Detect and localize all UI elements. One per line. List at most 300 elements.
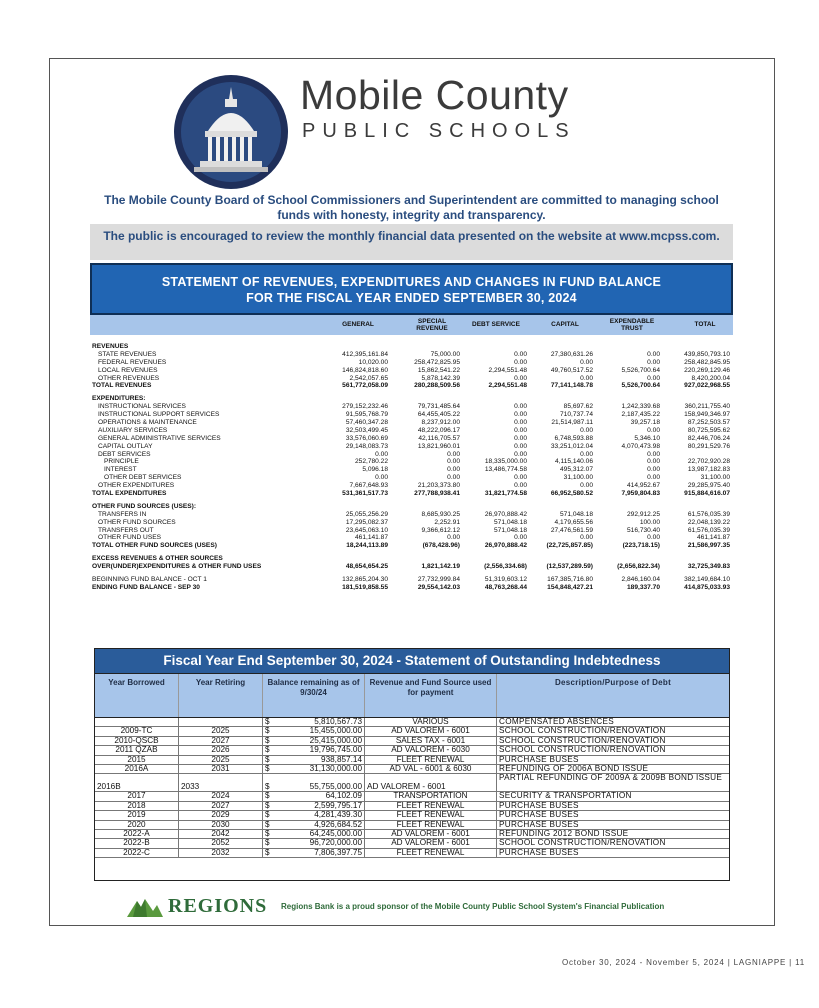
row-value: 280,288,509.56 bbox=[414, 382, 460, 390]
row-value: 29,554,142.03 bbox=[417, 583, 460, 591]
statement-column-headers bbox=[90, 315, 733, 335]
row-value: 561,772,058.09 bbox=[342, 382, 388, 390]
row-label: INTEREST bbox=[104, 466, 137, 474]
row-value: 0.00 bbox=[514, 450, 527, 458]
debt-column-header: Year Retiring bbox=[179, 674, 263, 717]
debt-cell-retiring: 2025 bbox=[179, 727, 263, 735]
statement-row bbox=[90, 490, 733, 498]
currency-symbol: $ bbox=[265, 764, 270, 774]
row-value: 571,048.18 bbox=[493, 518, 527, 526]
row-value: 495,312.07 bbox=[559, 466, 593, 474]
currency-symbol: $ bbox=[265, 754, 270, 764]
row-value: 0.00 bbox=[514, 350, 527, 358]
balance-amount: 5,810,567.73 bbox=[314, 717, 362, 726]
statement-header bbox=[90, 263, 733, 315]
row-value: 5,346.10 bbox=[634, 434, 660, 442]
balance-amount: 64,102.09 bbox=[325, 791, 362, 801]
row-value: 5,096.18 bbox=[362, 466, 388, 474]
row-value: 18,244,113.89 bbox=[346, 542, 388, 550]
debt-cell-borrowed: 2022-A bbox=[95, 830, 179, 838]
debt-cell-borrowed: 2020 bbox=[95, 821, 179, 829]
debt-column-header: Balance remaining as of 9/30/24 bbox=[263, 674, 365, 717]
row-label: OTHER FUND USES bbox=[98, 534, 162, 542]
balance-amount: 4,281,439.30 bbox=[314, 810, 362, 820]
row-value: 360,211,755.40 bbox=[684, 403, 730, 411]
debt-cell-balance bbox=[263, 718, 365, 726]
row-label: ENDING FUND BALANCE - SEP 30 bbox=[92, 583, 200, 591]
row-label: EXPENDITURES: bbox=[92, 395, 146, 403]
debt-cell-source: FLEET RENEWAL bbox=[365, 849, 497, 857]
row-label: OTHER DEBT SERVICES bbox=[104, 474, 182, 482]
debt-cell-source: AD VALOREM - 6001 bbox=[365, 727, 497, 735]
row-value: 0.00 bbox=[647, 426, 660, 434]
balance-amount: 938,857.14 bbox=[321, 754, 362, 764]
row-value: 0.00 bbox=[447, 450, 460, 458]
currency-symbol: $ bbox=[265, 838, 270, 848]
row-value: 531,361,517.73 bbox=[342, 490, 388, 498]
row-value: 571,048.18 bbox=[559, 510, 593, 518]
debt-cell-source: AD VALOREM - 6001 bbox=[365, 774, 497, 791]
row-value: 0.00 bbox=[514, 474, 527, 482]
statement-row bbox=[90, 451, 733, 459]
statement-row bbox=[90, 375, 733, 383]
row-value: 26,970,888.42 bbox=[484, 510, 527, 518]
debt-cell-retiring: 2031 bbox=[179, 765, 263, 773]
row-label: INSTRUCTIONAL SERVICES bbox=[98, 403, 186, 411]
row-value: 80,725,595.62 bbox=[687, 426, 730, 434]
row-value: 0.00 bbox=[375, 474, 388, 482]
currency-symbol: $ bbox=[265, 791, 270, 801]
statement-row bbox=[90, 367, 733, 375]
row-value: 49,760,517.52 bbox=[550, 366, 593, 374]
row-value: 61,576,035.39 bbox=[687, 510, 730, 518]
capitol-dome-logo-icon bbox=[172, 73, 290, 191]
row-value: 15,862,541.22 bbox=[417, 366, 460, 374]
debt-cell-purpose: PURCHASE BUSES bbox=[499, 754, 579, 764]
row-value: 13,486,774.58 bbox=[484, 466, 527, 474]
sponsor-text: Regions Bank is a proud sponsor of the Mobile County Public School System's Financial Publication bbox=[281, 902, 665, 911]
statement-row bbox=[90, 527, 733, 535]
debt-cell-purpose: PURCHASE BUSES bbox=[499, 800, 579, 810]
row-value: 42,116,705.57 bbox=[418, 434, 460, 442]
row-value: 0.00 bbox=[580, 358, 593, 366]
statement-row bbox=[90, 419, 733, 427]
row-value: 100.00 bbox=[639, 518, 660, 526]
row-value: 220,269,129.46 bbox=[684, 366, 730, 374]
debt-cell-retiring bbox=[179, 718, 263, 726]
row-value: 0.00 bbox=[447, 466, 460, 474]
debt-cell-balance bbox=[263, 839, 365, 847]
row-value: 0.00 bbox=[514, 358, 527, 366]
row-label: DEBT SERVICES bbox=[98, 450, 151, 458]
debt-cell-borrowed: 2016B bbox=[95, 774, 179, 791]
debt-cell-source: SALES TAX - 6001 bbox=[365, 737, 497, 745]
row-value: 80,291,529.76 bbox=[687, 442, 730, 450]
statement-row bbox=[90, 466, 733, 474]
row-label: TRANSFERS IN bbox=[98, 510, 147, 518]
statement-row bbox=[90, 403, 733, 411]
row-value: 39,257.18 bbox=[630, 419, 660, 427]
row-value: 277,788,938.41 bbox=[414, 490, 460, 498]
debt-column-header: Revenue and Fund Source used for payment bbox=[365, 674, 497, 717]
row-label: EXCESS REVENUES & OTHER SOURCES bbox=[92, 555, 223, 563]
statement-row bbox=[90, 443, 733, 451]
statement-row bbox=[90, 435, 733, 443]
statement-row bbox=[90, 482, 733, 490]
row-value: 461,141.87 bbox=[354, 534, 388, 542]
balance-amount: 15,455,000.00 bbox=[309, 726, 362, 736]
debt-cell-balance bbox=[263, 802, 365, 810]
row-value: 258,472,825.95 bbox=[414, 358, 460, 366]
debt-cell-borrowed: 2010-QSCB bbox=[95, 737, 179, 745]
debt-cell-borrowed: 2019 bbox=[95, 811, 179, 819]
debt-cell-source: FLEET RENEWAL bbox=[365, 821, 497, 829]
debt-cell-source: AD VALOREM - 6030 bbox=[365, 746, 497, 754]
row-value: 0.00 bbox=[514, 434, 527, 442]
sponsor-bank-name: REGIONS bbox=[168, 895, 268, 917]
row-value: 915,884,616.07 bbox=[684, 490, 730, 498]
debt-cell-balance bbox=[263, 746, 365, 754]
statement-row bbox=[90, 343, 733, 351]
row-label: AUXILIARY SERVICES bbox=[98, 426, 168, 434]
row-value: 571,048.18 bbox=[493, 526, 527, 534]
debt-cell-source: FLEET RENEWAL bbox=[365, 756, 497, 764]
statement-row bbox=[90, 395, 733, 403]
balance-amount: 25,415,000.00 bbox=[309, 735, 362, 745]
row-value: 927,022,968.55 bbox=[684, 382, 730, 390]
debt-cell-balance bbox=[263, 774, 365, 791]
debt-cell-borrowed: 2009-TC bbox=[95, 727, 179, 735]
debt-cell-retiring: 2025 bbox=[179, 756, 263, 764]
debt-cell-borrowed: 2015 bbox=[95, 756, 179, 764]
row-value: 22,702,920.28 bbox=[687, 458, 730, 466]
column-header: GENERAL bbox=[342, 321, 374, 329]
row-value: 18,335,000.00 bbox=[484, 458, 527, 466]
commitment-statement: The Mobile County Board of School Commissioners and Superintendent are committed to managing school funds with honesty, integrity and transparency. bbox=[104, 193, 719, 222]
debt-cell-retiring: 2042 bbox=[179, 830, 263, 838]
currency-symbol: $ bbox=[265, 745, 270, 755]
row-value: 32,503,499.45 bbox=[345, 426, 388, 434]
debt-cell-balance bbox=[263, 765, 365, 773]
debt-cell-balance bbox=[263, 811, 365, 819]
row-value: 1,821,142.19 bbox=[421, 563, 460, 571]
row-value: 21,203,373.80 bbox=[417, 482, 460, 490]
debt-cell-retiring: 2033 bbox=[179, 774, 263, 791]
row-value: 0.00 bbox=[580, 374, 593, 382]
row-value: 4,115,140.06 bbox=[554, 458, 593, 466]
row-value: 0.00 bbox=[447, 474, 460, 482]
row-value: 0.00 bbox=[514, 411, 527, 419]
column-header: SPECIAL REVENUE bbox=[416, 317, 448, 332]
row-value: 6,748,593.88 bbox=[554, 434, 593, 442]
brand-title: Mobile County bbox=[300, 72, 569, 118]
statement-row bbox=[90, 555, 733, 563]
row-value: 82,446,706.24 bbox=[687, 434, 730, 442]
row-value: 0.00 bbox=[647, 450, 660, 458]
debt-cell-purpose: SECURITY & TRANSPORTATION bbox=[499, 791, 632, 801]
brand-subtitle: PUBLIC SCHOOLS bbox=[302, 120, 576, 142]
row-value: 2,846,160.04 bbox=[621, 576, 660, 584]
row-value: 382,149,684.10 bbox=[684, 576, 730, 584]
public-notice: The public is encouraged to review the monthly financial data presented on the website at www.mcpss.com. bbox=[90, 224, 733, 260]
row-label: STATE REVENUES bbox=[98, 350, 157, 358]
balance-amount: 2,599,795.17 bbox=[314, 800, 362, 810]
regions-logo-icon bbox=[125, 895, 163, 917]
statement-title-line2: FOR THE FISCAL YEAR ENDED SEPTEMBER 30, 2024 bbox=[246, 291, 577, 305]
row-value: 2,294,551.48 bbox=[488, 382, 527, 390]
row-label: REVENUES bbox=[92, 343, 129, 350]
currency-symbol: $ bbox=[265, 847, 270, 857]
debt-cell-retiring: 2030 bbox=[179, 821, 263, 829]
row-value: 33,576,060.69 bbox=[345, 434, 388, 442]
row-value: 154,848,427.21 bbox=[547, 583, 593, 591]
debt-cell-borrowed: 2017 bbox=[95, 792, 179, 800]
row-value: 2,252.91 bbox=[434, 518, 460, 526]
row-value: 279,152,232.46 bbox=[342, 403, 388, 411]
row-value: 292,912.25 bbox=[626, 510, 660, 518]
currency-symbol: $ bbox=[265, 782, 270, 792]
row-value: 0.00 bbox=[647, 534, 660, 542]
row-value: 2,294,551.48 bbox=[488, 366, 527, 374]
debt-cell-purpose: PARTIAL REFUNDING OF 2009A & 2009B BOND ISSUE bbox=[499, 773, 723, 783]
debt-cell-source: AD VALOREM - 6001 bbox=[365, 839, 497, 847]
debt-cell-retiring: 2026 bbox=[179, 746, 263, 754]
row-value: 79,731,485.64 bbox=[417, 403, 460, 411]
row-value: 51,319,603.12 bbox=[484, 576, 527, 584]
row-value: 22,048,139.22 bbox=[687, 518, 730, 526]
column-header: TOTAL bbox=[694, 321, 716, 329]
debt-cell-balance bbox=[263, 737, 365, 745]
row-value: 0.00 bbox=[514, 419, 527, 427]
row-value: 710,737.74 bbox=[559, 411, 593, 419]
row-value: 21,514,987.11 bbox=[551, 419, 593, 427]
currency-symbol: $ bbox=[265, 819, 270, 829]
statement-row bbox=[90, 563, 733, 571]
currency-symbol: $ bbox=[265, 829, 270, 839]
row-value: 8,685,930.25 bbox=[421, 510, 460, 518]
currency-symbol: $ bbox=[265, 726, 270, 736]
statement-row bbox=[90, 427, 733, 435]
row-value: 5,878,142.39 bbox=[421, 374, 460, 382]
row-value: 439,850,793.10 bbox=[684, 350, 730, 358]
row-value: (2,656,822.34) bbox=[617, 563, 660, 571]
debt-cell-purpose: PURCHASE BUSES bbox=[499, 847, 579, 857]
column-header: CAPITAL bbox=[551, 321, 579, 329]
debt-cell-borrowed: 2018 bbox=[95, 802, 179, 810]
row-value: 77,141,148.78 bbox=[550, 382, 593, 390]
debt-cell-source: AD VAL - 6001 & 6030 bbox=[365, 765, 497, 773]
row-label: OTHER FUND SOURCES (USES): bbox=[92, 502, 197, 510]
row-value: 25,055,256.29 bbox=[345, 510, 388, 518]
row-value: (678,428.96) bbox=[422, 542, 460, 550]
row-value: 7,959,804.83 bbox=[621, 490, 660, 498]
row-value: 17,295,082.37 bbox=[345, 518, 388, 526]
row-value: 2,187,435.22 bbox=[621, 411, 660, 419]
row-value: 258,482,845.95 bbox=[684, 358, 730, 366]
debt-cell-purpose: SCHOOL CONSTRUCTION/RENOVATION bbox=[499, 726, 666, 736]
debt-cell-balance bbox=[263, 756, 365, 764]
sponsor-banner bbox=[125, 895, 745, 919]
currency-symbol: $ bbox=[265, 800, 270, 810]
row-value: (12,537,289.59) bbox=[546, 563, 593, 571]
row-value: 0.00 bbox=[375, 450, 388, 458]
statement-row bbox=[90, 474, 733, 482]
debt-column-header: Description/Purpose of Debt bbox=[554, 678, 672, 687]
debt-cell-retiring: 2027 bbox=[179, 737, 263, 745]
row-value: 26,970,888.42 bbox=[484, 542, 527, 550]
row-value: 7,667,648.93 bbox=[349, 482, 388, 490]
debt-cell-source: FLEET RENEWAL bbox=[365, 811, 497, 819]
row-value: 31,821,774.58 bbox=[484, 490, 527, 498]
debt-cell-retiring: 2032 bbox=[179, 849, 263, 857]
statement-row bbox=[90, 542, 733, 550]
row-value: 461,141.87 bbox=[696, 534, 730, 542]
row-value: 2,542,057.65 bbox=[349, 374, 388, 382]
row-label: PRINCIPLE bbox=[104, 458, 139, 466]
row-value: 75,000.00 bbox=[430, 350, 460, 358]
debt-cell-borrowed: 2022-B bbox=[95, 839, 179, 847]
statement-row bbox=[90, 576, 733, 584]
row-value: 27,476,561.59 bbox=[550, 526, 593, 534]
row-value: (2,556,334.68) bbox=[484, 563, 527, 571]
statement-row bbox=[90, 519, 733, 527]
debt-cell-borrowed: 2011 QZAB bbox=[95, 746, 179, 754]
row-value: 31,100.00 bbox=[563, 474, 593, 482]
debt-cell-purpose: PURCHASE BUSES bbox=[499, 819, 579, 829]
row-value: 1,242,339.68 bbox=[621, 403, 660, 411]
debt-cell-source: VARIOUS bbox=[365, 718, 497, 726]
debt-column-header: Year Borrowed bbox=[95, 674, 179, 717]
row-value: 0.00 bbox=[514, 403, 527, 411]
debt-cell-purpose: SCHOOL CONSTRUCTION/RENOVATION bbox=[499, 735, 666, 745]
currency-symbol: $ bbox=[265, 735, 270, 745]
debt-row bbox=[95, 774, 729, 792]
debt-row bbox=[95, 849, 729, 858]
row-value: (22,725,857.85) bbox=[546, 542, 593, 550]
row-value: 0.00 bbox=[580, 534, 593, 542]
row-value: 0.00 bbox=[514, 482, 527, 490]
row-value: 0.00 bbox=[647, 458, 660, 466]
row-value: 167,385,716.80 bbox=[547, 576, 593, 584]
debt-cell-source: AD VALOREM - 6001 bbox=[365, 830, 497, 838]
balance-amount: 7,806,397.75 bbox=[314, 847, 362, 857]
row-value: 0.00 bbox=[580, 426, 593, 434]
statement-row bbox=[90, 511, 733, 519]
row-value: 0.00 bbox=[647, 474, 660, 482]
row-value: 0.00 bbox=[447, 458, 460, 466]
row-value: 5,526,700.64 bbox=[621, 366, 660, 374]
debt-cell-balance bbox=[263, 830, 365, 838]
statement-row bbox=[90, 534, 733, 542]
row-value: 27,380,631.26 bbox=[550, 350, 593, 358]
row-label: TRANSFERS OUT bbox=[98, 526, 154, 534]
statement-row bbox=[90, 351, 733, 359]
column-header: DEBT SERVICE bbox=[472, 321, 520, 329]
row-value: 85,697.62 bbox=[563, 403, 593, 411]
indebtedness-title: Fiscal Year End September 30, 2024 - Statement of Outstanding Indebtedness bbox=[95, 649, 729, 673]
row-value: 0.00 bbox=[514, 442, 527, 450]
row-value: 4,070,473.98 bbox=[621, 442, 660, 450]
row-value: 33,251,012.04 bbox=[550, 442, 593, 450]
row-value: 0.00 bbox=[514, 426, 527, 434]
row-value: 4,179,655.56 bbox=[554, 518, 593, 526]
row-value: 0.00 bbox=[447, 534, 460, 542]
row-label: OTHER FUND SOURCES bbox=[98, 518, 176, 526]
row-label: TOTAL OTHER FUND SOURCES (USES) bbox=[92, 542, 217, 550]
column-header: EXPENDABLE TRUST bbox=[609, 317, 655, 332]
debt-cell-purpose: COMPENSATED ABSENCES bbox=[499, 717, 615, 726]
row-value: 21,586,997.35 bbox=[687, 542, 730, 550]
row-value: 66,952,580.52 bbox=[550, 490, 593, 498]
row-label: CAPITAL OUTLAY bbox=[98, 442, 153, 450]
row-value: 8,237,912.00 bbox=[421, 419, 460, 427]
statement-row bbox=[90, 458, 733, 466]
debt-cell-retiring: 2029 bbox=[179, 811, 263, 819]
currency-symbol: $ bbox=[265, 810, 270, 820]
row-value: 57,460,347.28 bbox=[345, 419, 388, 427]
debt-cell-retiring: 2027 bbox=[179, 802, 263, 810]
debt-cell-balance bbox=[263, 849, 365, 857]
statement-title-line1: STATEMENT OF REVENUES, EXPENDITURES AND CHANGES IN FUND BALANCE bbox=[161, 275, 662, 289]
debt-cell-retiring: 2024 bbox=[179, 792, 263, 800]
row-label: OVER(UNDER)EXPENDITURES & OTHER FUND USES bbox=[92, 563, 262, 571]
row-value: (223,718.15) bbox=[622, 542, 660, 550]
statement-table bbox=[90, 343, 733, 592]
row-value: 414,952.67 bbox=[626, 482, 660, 490]
row-value: 181,519,858.55 bbox=[342, 583, 388, 591]
row-value: 13,821,960.01 bbox=[417, 442, 460, 450]
row-value: 146,824,818.60 bbox=[342, 366, 388, 374]
row-value: 29,148,083.73 bbox=[345, 442, 388, 450]
row-value: 64,455,405.22 bbox=[417, 411, 460, 419]
row-label: BEGINNING FUND BALANCE - OCT 1 bbox=[92, 576, 207, 584]
row-value: 48,222,096.17 bbox=[417, 426, 460, 434]
debt-cell-borrowed: 2016A bbox=[95, 765, 179, 773]
row-value: 10,020.00 bbox=[358, 358, 388, 366]
debt-cell-purpose: SCHOOL CONSTRUCTION/RENOVATION bbox=[499, 745, 666, 755]
debt-cell-purpose: REFUNDING OF 2006A BOND ISSUE bbox=[499, 764, 649, 774]
row-value: 91,595,768.79 bbox=[345, 411, 388, 419]
debt-cell-purpose: SCHOOL CONSTRUCTION/RENOVATION bbox=[499, 838, 666, 848]
row-label: OPERATIONS & MAINTENANCE bbox=[98, 419, 197, 427]
row-value: 0.00 bbox=[647, 466, 660, 474]
row-value: 0.00 bbox=[580, 482, 593, 490]
row-label: INSTRUCTIONAL SUPPORT SERVICES bbox=[98, 411, 220, 419]
row-value: 414,875,033.93 bbox=[684, 583, 730, 591]
row-value: 61,576,035.39 bbox=[687, 526, 730, 534]
row-label: TOTAL REVENUES bbox=[92, 382, 152, 390]
indebtedness-rows bbox=[95, 718, 729, 858]
debt-cell-borrowed bbox=[95, 718, 179, 726]
row-value: 0.00 bbox=[580, 450, 593, 458]
row-value: 0.00 bbox=[514, 374, 527, 382]
statement-row bbox=[90, 584, 733, 592]
row-value: 516,730.40 bbox=[626, 526, 660, 534]
row-label: OTHER EXPENDITURES bbox=[98, 482, 175, 490]
balance-amount: 19,796,745.00 bbox=[309, 745, 362, 755]
row-value: 0.00 bbox=[647, 358, 660, 366]
indebtedness-table bbox=[94, 648, 730, 881]
debt-cell-source: FLEET RENEWAL bbox=[365, 802, 497, 810]
debt-cell-balance bbox=[263, 792, 365, 800]
row-value: 0.00 bbox=[647, 350, 660, 358]
row-label: TOTAL EXPENDITURES bbox=[92, 490, 167, 498]
row-value: 412,395,161.84 bbox=[342, 350, 388, 358]
row-value: 9,366,612.12 bbox=[421, 526, 460, 534]
row-value: 189,337.70 bbox=[626, 583, 660, 591]
row-label: FEDERAL REVENUES bbox=[98, 358, 167, 366]
row-value: 8,420,200.04 bbox=[691, 374, 730, 382]
